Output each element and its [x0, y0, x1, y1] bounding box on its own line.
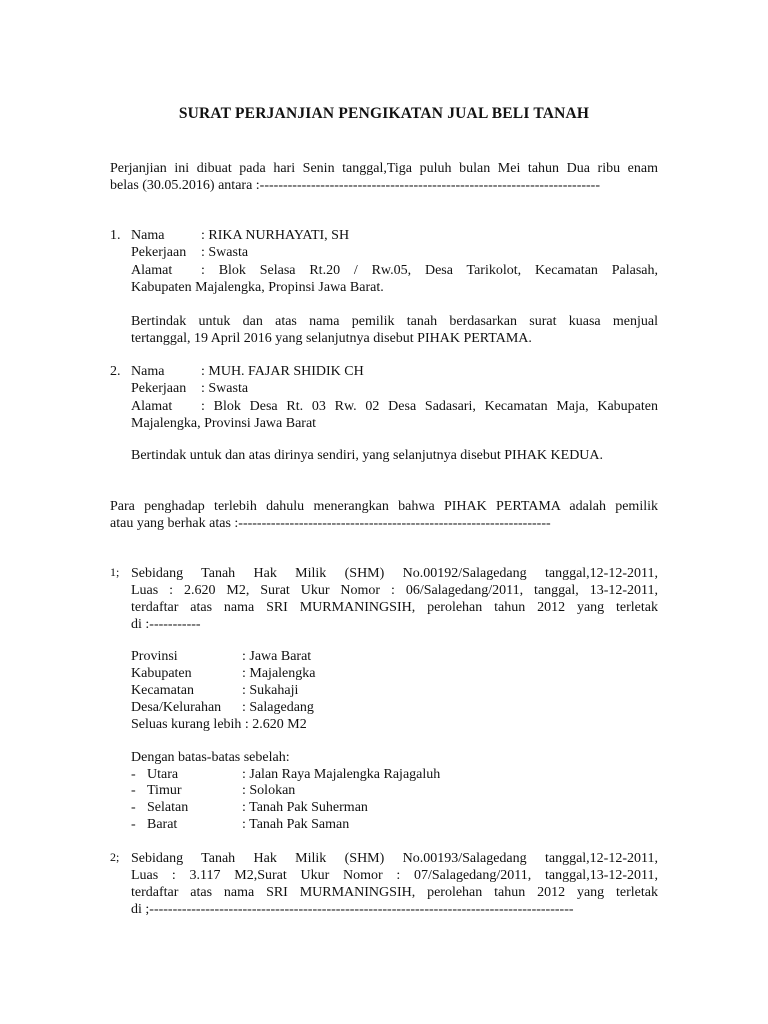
party-2-statement: Bertindak untuk dan atas dirinya sendiri, yang selanjutnya disebut PIHAK KEDUA.	[131, 448, 604, 463]
location-label: Desa/Kelurahan	[131, 700, 222, 715]
land-1-location-village	[131, 700, 314, 716]
party-2-address-line-2: Majalengka, Provinsi Jawa Barat	[131, 416, 317, 431]
border-label: Utara	[147, 767, 179, 782]
land-1-location-district	[131, 683, 298, 699]
border-bullet: -	[131, 767, 136, 782]
party-1-number: 1.	[110, 228, 121, 243]
land-1-borders-title: Dengan batas-batas sebelah:	[131, 750, 290, 765]
land-1-location-province	[131, 649, 311, 665]
land-1-line-4: di :-----------	[131, 617, 201, 632]
land-2-line-1: Sebidang Tanah Hak Milik (SHM) No.00193/Salagedang tanggal,12-12-2011,	[131, 851, 658, 866]
border-row-north	[147, 767, 440, 783]
border-bullet: -	[131, 783, 136, 798]
location-value: : Sukahaji	[242, 683, 299, 698]
land-1-line-2: Luas : 2.620 M2, Surat Ukur Nomor : 06/Salagedang/2011, tanggal, 13-12-2011,	[131, 583, 658, 598]
para-line-2: atau yang berhak atas :-------------------------------------------------------------------	[110, 516, 551, 531]
party-1-address-line-2: Kabupaten Majalengka, Propinsi Jawa Barat.	[131, 280, 384, 295]
land-1-area: Seluas kurang lebih : 2.620 M2	[131, 717, 307, 732]
border-row-west	[147, 817, 349, 833]
intro-line-1: Perjanjian ini dibuat pada hari Senin tanggal,Tiga puluh bulan Mei tahun Dua ribu enam	[110, 161, 658, 176]
border-value: : Tanah Pak Suherman	[242, 800, 368, 815]
party-1-name-label: Nama	[131, 228, 165, 243]
party-2-address-row	[131, 398, 658, 415]
land-2-number: 2;	[110, 850, 120, 864]
border-label: Timur	[147, 783, 182, 798]
party-1-address-row	[131, 262, 658, 279]
location-value: : Majalengka	[242, 666, 316, 681]
land-2-line-2: Luas : 3.117 M2,Surat Ukur Nomor : 07/Salagedang/2011, tanggal,13-12-2011,	[131, 868, 658, 883]
land-1-line-3: terdaftar atas nama SRI MURMANINGSIH, perolehan tahun 2012 yang terletak	[131, 600, 658, 615]
party-1-job-row	[131, 245, 248, 261]
border-value: : Jalan Raya Majalengka Rajagaluh	[242, 767, 441, 782]
party-1-statement-line-1: Bertindak untuk dan atas nama pemilik tanah berdasarkan surat kuasa menjual	[131, 314, 658, 329]
party-2-job-row	[131, 381, 248, 397]
location-value: : Jawa Barat	[242, 649, 312, 664]
intro-line-2: belas (30.05.2016) antara :-------------------------------------------------------------------------	[110, 178, 601, 193]
party-1-job-value: : Swasta	[201, 245, 249, 260]
land-1-number: 1;	[110, 565, 120, 579]
location-value: : Salagedang	[242, 700, 314, 715]
location-label: Kecamatan	[131, 683, 194, 698]
land-2-line-3: terdaftar atas nama SRI MURMANINGSIH, perolehan tahun 2012 yang terletak	[131, 885, 658, 900]
party-2-address-line-1: : Blok Desa Rt. 03 Rw. 02 Desa Sadasari, Kecamatan Maja, Kabupaten	[201, 399, 658, 414]
party-1-name-row	[131, 228, 349, 244]
party-1-address-line-1: : Blok Selasa Rt.20 / Rw.05, Desa Tarikolot, Kecamatan Palasah,	[201, 263, 658, 278]
party-2-address-label: Alamat	[131, 399, 173, 414]
party-2-name-value: : MUH. FAJAR SHIDIK CH	[201, 364, 364, 379]
party-1-address-label: Alamat	[131, 263, 173, 278]
document-title: SURAT PERJANJIAN PENGIKATAN JUAL BELI TANAH	[178, 105, 590, 122]
party-2-number: 2.	[110, 364, 121, 379]
party-1-name-value: : RIKA NURHAYATI, SH	[201, 228, 350, 243]
location-label: Provinsi	[131, 649, 178, 664]
border-bullet: -	[131, 817, 136, 832]
border-label: Selatan	[147, 800, 189, 815]
land-1-location-regency	[131, 666, 315, 682]
border-value: : Solokan	[242, 783, 296, 798]
border-label: Barat	[147, 817, 178, 832]
border-row-south	[147, 800, 368, 816]
land-1-line-1: Sebidang Tanah Hak Milik (SHM) No.00192/Salagedang tanggal,12-12-2011,	[131, 566, 658, 581]
party-2-name-label: Nama	[131, 364, 165, 379]
party-2-job-label: Pekerjaan	[131, 381, 187, 396]
border-value: : Tanah Pak Saman	[242, 817, 350, 832]
party-2-name-row	[131, 364, 364, 380]
party-1-job-label: Pekerjaan	[131, 245, 187, 260]
party-1-statement-line-2: tertanggal, 19 April 2016 yang selanjutnya disebut PIHAK PERTAMA.	[131, 331, 532, 346]
party-2-job-value: : Swasta	[201, 381, 249, 396]
location-label: Kabupaten	[131, 666, 192, 681]
border-bullet: -	[131, 800, 136, 815]
para-line-1: Para penghadap terlebih dahulu menerangkan bahwa PIHAK PERTAMA adalah pemilik	[110, 499, 658, 514]
land-2-line-4: di ;-------------------------------------------------------------------------------------------	[131, 902, 574, 917]
border-row-east	[147, 783, 295, 799]
